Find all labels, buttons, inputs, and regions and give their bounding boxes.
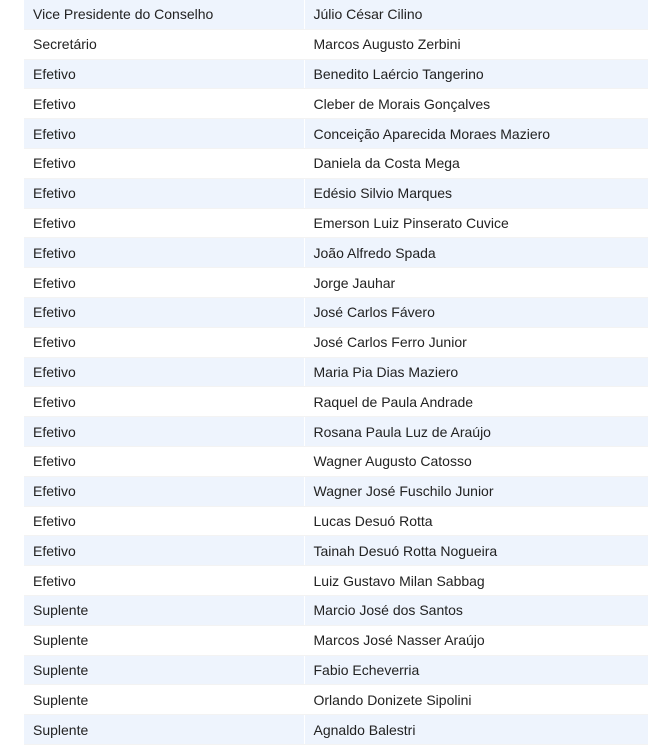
name-cell: Edésio Silvio Marques [304, 178, 648, 208]
members-table-body [24, 0, 648, 744]
role-cell: Suplente [24, 685, 304, 715]
role-cell: Efetivo [24, 566, 304, 596]
table-row [24, 625, 648, 655]
table-row [24, 178, 648, 208]
table-row [24, 595, 648, 625]
name-cell: Marcos José Nasser Araújo [304, 625, 648, 655]
name-cell: Jorge Jauhar [304, 268, 648, 298]
name-cell: Tainah Desuó Rotta Nogueira [304, 536, 648, 566]
name-cell: Emerson Luiz Pinserato Cuvice [304, 208, 648, 238]
table-row [24, 208, 648, 238]
role-cell: Suplente [24, 655, 304, 685]
table-row [24, 119, 648, 149]
role-cell: Efetivo [24, 238, 304, 268]
members-table-container [24, 0, 648, 745]
name-cell: Marcos Augusto Zerbini [304, 29, 648, 59]
name-cell: Agnaldo Balestri [304, 715, 648, 745]
name-cell: Benedito Laércio Tangerino [304, 59, 648, 89]
table-row [24, 357, 648, 387]
role-cell: Efetivo [24, 208, 304, 238]
table-row [24, 417, 648, 447]
name-cell: José Carlos Ferro Junior [304, 327, 648, 357]
role-cell: Efetivo [24, 387, 304, 417]
role-cell: Efetivo [24, 297, 304, 327]
name-cell: Maria Pia Dias Maziero [304, 357, 648, 387]
role-cell: Efetivo [24, 417, 304, 447]
role-cell: Efetivo [24, 178, 304, 208]
role-cell: Efetivo [24, 59, 304, 89]
role-cell: Efetivo [24, 476, 304, 506]
table-row [24, 268, 648, 298]
table-row [24, 29, 648, 59]
table-row [24, 685, 648, 715]
name-cell: Marcio José dos Santos [304, 595, 648, 625]
table-row [24, 297, 648, 327]
name-cell: João Alfredo Spada [304, 238, 648, 268]
role-cell: Efetivo [24, 357, 304, 387]
role-cell: Suplente [24, 625, 304, 655]
name-cell: Raquel de Paula Andrade [304, 387, 648, 417]
name-cell: Lucas Desuó Rotta [304, 506, 648, 536]
table-row [24, 506, 648, 536]
name-cell: Orlando Donizete Sipolini [304, 685, 648, 715]
table-row [24, 0, 648, 29]
name-cell: Wagner José Fuschilo Junior [304, 476, 648, 506]
role-cell: Suplente [24, 715, 304, 745]
table-row [24, 387, 648, 417]
role-cell: Suplente [24, 595, 304, 625]
table-row [24, 148, 648, 178]
table-row [24, 446, 648, 476]
role-cell: Vice Presidente do Conselho [24, 0, 304, 29]
name-cell: Rosana Paula Luz de Araújo [304, 417, 648, 447]
table-row [24, 566, 648, 596]
table-row [24, 238, 648, 268]
name-cell: Júlio César Cilino [304, 0, 648, 29]
name-cell: Cleber de Morais Gonçalves [304, 89, 648, 119]
name-cell: Fabio Echeverria [304, 655, 648, 685]
table-row [24, 536, 648, 566]
role-cell: Efetivo [24, 268, 304, 298]
role-cell: Secretário [24, 29, 304, 59]
table-row [24, 59, 648, 89]
name-cell: Wagner Augusto Catosso [304, 446, 648, 476]
table-row [24, 89, 648, 119]
role-cell: Efetivo [24, 446, 304, 476]
name-cell: Daniela da Costa Mega [304, 148, 648, 178]
role-cell: Efetivo [24, 327, 304, 357]
name-cell: José Carlos Fávero [304, 297, 648, 327]
name-cell: Luiz Gustavo Milan Sabbag [304, 566, 648, 596]
table-row [24, 715, 648, 745]
role-cell: Efetivo [24, 536, 304, 566]
role-cell: Efetivo [24, 506, 304, 536]
members-table [24, 0, 648, 745]
table-row [24, 476, 648, 506]
table-row [24, 327, 648, 357]
role-cell: Efetivo [24, 89, 304, 119]
role-cell: Efetivo [24, 119, 304, 149]
table-row [24, 655, 648, 685]
name-cell: Conceição Aparecida Moraes Maziero [304, 119, 648, 149]
role-cell: Efetivo [24, 148, 304, 178]
